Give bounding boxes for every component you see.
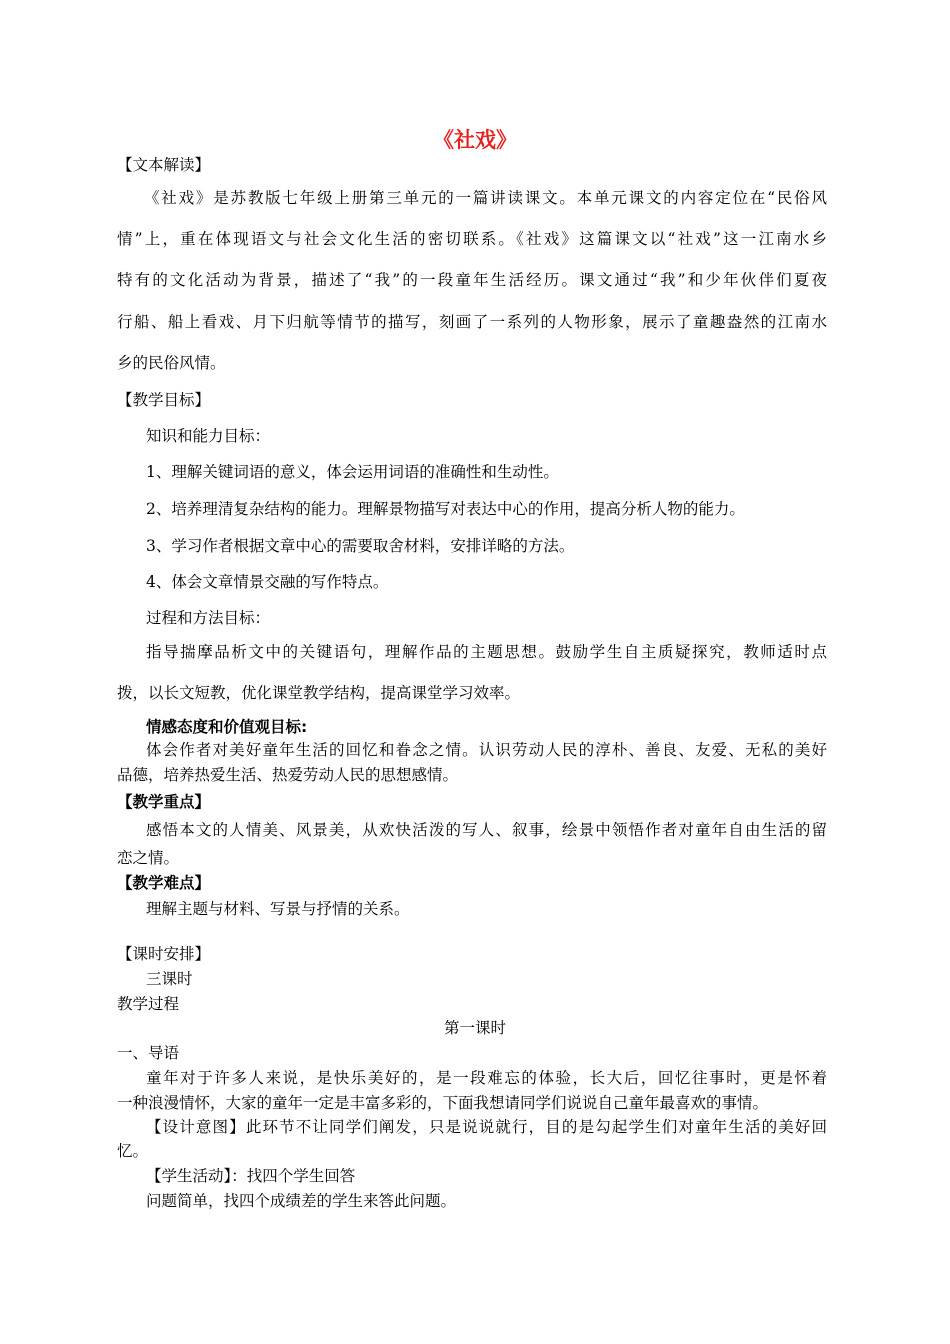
process-goals-label: 过程和方法目标：: [146, 609, 271, 627]
text-interpretation-heading: 【文本解读】: [117, 156, 211, 174]
knowledge-goal-item: 4、体会文章情景交融的写作特点。: [146, 573, 389, 591]
schedule-value: 三课时: [146, 970, 193, 988]
knowledge-goal-item: 2、培养理清复杂结构的能力。理解景物描写对表达中心的作用，提高分析人物的能力。: [146, 500, 745, 518]
paragraph-line: 情”上，重在体现语文与社会文化生活的密切联系。《社戏》这篇课文以“社戏”这一江南水乡: [117, 230, 827, 248]
paragraph-line: 理解主题与材料、写景与抒情的关系。: [146, 900, 410, 918]
paragraph-line: 忆。: [117, 1142, 149, 1160]
paragraph-line: 恋之情。: [117, 849, 180, 867]
process-heading: 教学过程: [117, 995, 180, 1013]
activity-note: 问题简单，找四个成绩差的学生来答此问题。: [146, 1192, 457, 1210]
key-points-heading: 【教学重点】: [117, 793, 211, 811]
paragraph-line: 乡的民俗风情。: [117, 354, 226, 372]
paragraph-line: 一种浪漫情怀，大家的童年一定是丰富多彩的，下面我想请同学们说说自己童年最喜欢的事情。: [117, 1094, 769, 1112]
paragraph-line: 【设计意图】此环节不让同学们阐发，只是说说就行，目的是勾起学生们对童年生活的美好回: [146, 1118, 827, 1136]
teaching-goals-heading: 【教学目标】: [117, 391, 211, 409]
difficulties-heading: 【教学难点】: [117, 874, 211, 892]
document-title: 《社戏》: [433, 127, 517, 152]
paragraph-line: 拨，以长文短教，优化课堂教学结构，提高课堂学习效率。: [117, 684, 521, 702]
paragraph-line: 特有的文化活动为背景，描述了“我”的一段童年生活经历。课文通过“我”和少年伙伴们夏夜: [117, 271, 827, 289]
schedule-heading: 【课时安排】: [117, 945, 211, 963]
paragraph-line: 品德，培养热爱生活、热爱劳动人民的思想感情。: [117, 766, 459, 784]
knowledge-goal-item: 3、学习作者根据文章中心的需要取舍材料，安排详略的方法。: [146, 537, 575, 555]
intro-heading: 一、导语: [117, 1044, 180, 1062]
knowledge-goals-label: 知识和能力目标：: [146, 427, 271, 445]
paragraph-line: 《社戏》是苏教版七年级上册第三单元的一篇讲读课文。本单元课文的内容定位在“民俗风: [144, 189, 827, 207]
paragraph-line: 行船、船上看戏、月下归航等情节的描写，刻画了一系列的人物形象，展示了童趣盎然的江南水: [117, 313, 827, 331]
student-activity: 【学生活动】：找四个学生回答: [146, 1167, 356, 1185]
emotion-goals-label: 情感态度和价值观目标:: [146, 718, 308, 736]
knowledge-goal-item: 1、理解关键词语的意义，体会运用词语的准确性和生动性。: [146, 463, 559, 481]
paragraph-line: 指导揣摩品析文中的关键语句，理解作品的主题思想。鼓励学生自主质疑探究，教师适时点: [146, 643, 827, 661]
paragraph-line: 感悟本文的人情美、风景美，从欢快活泼的写人、叙事，绘景中领悟作者对童年自由生活的留: [146, 821, 827, 839]
paragraph-line: 体会作者对美好童年生活的回忆和眷念之情。认识劳动人民的淳朴、善良、友爱、无私的美好: [146, 741, 827, 759]
lesson-title: 第一课时: [443, 1019, 506, 1037]
paragraph-line: 童年对于许多人来说，是快乐美好的，是一段难忘的体验，长大后，回忆往事时，更是怀着: [146, 1069, 827, 1087]
